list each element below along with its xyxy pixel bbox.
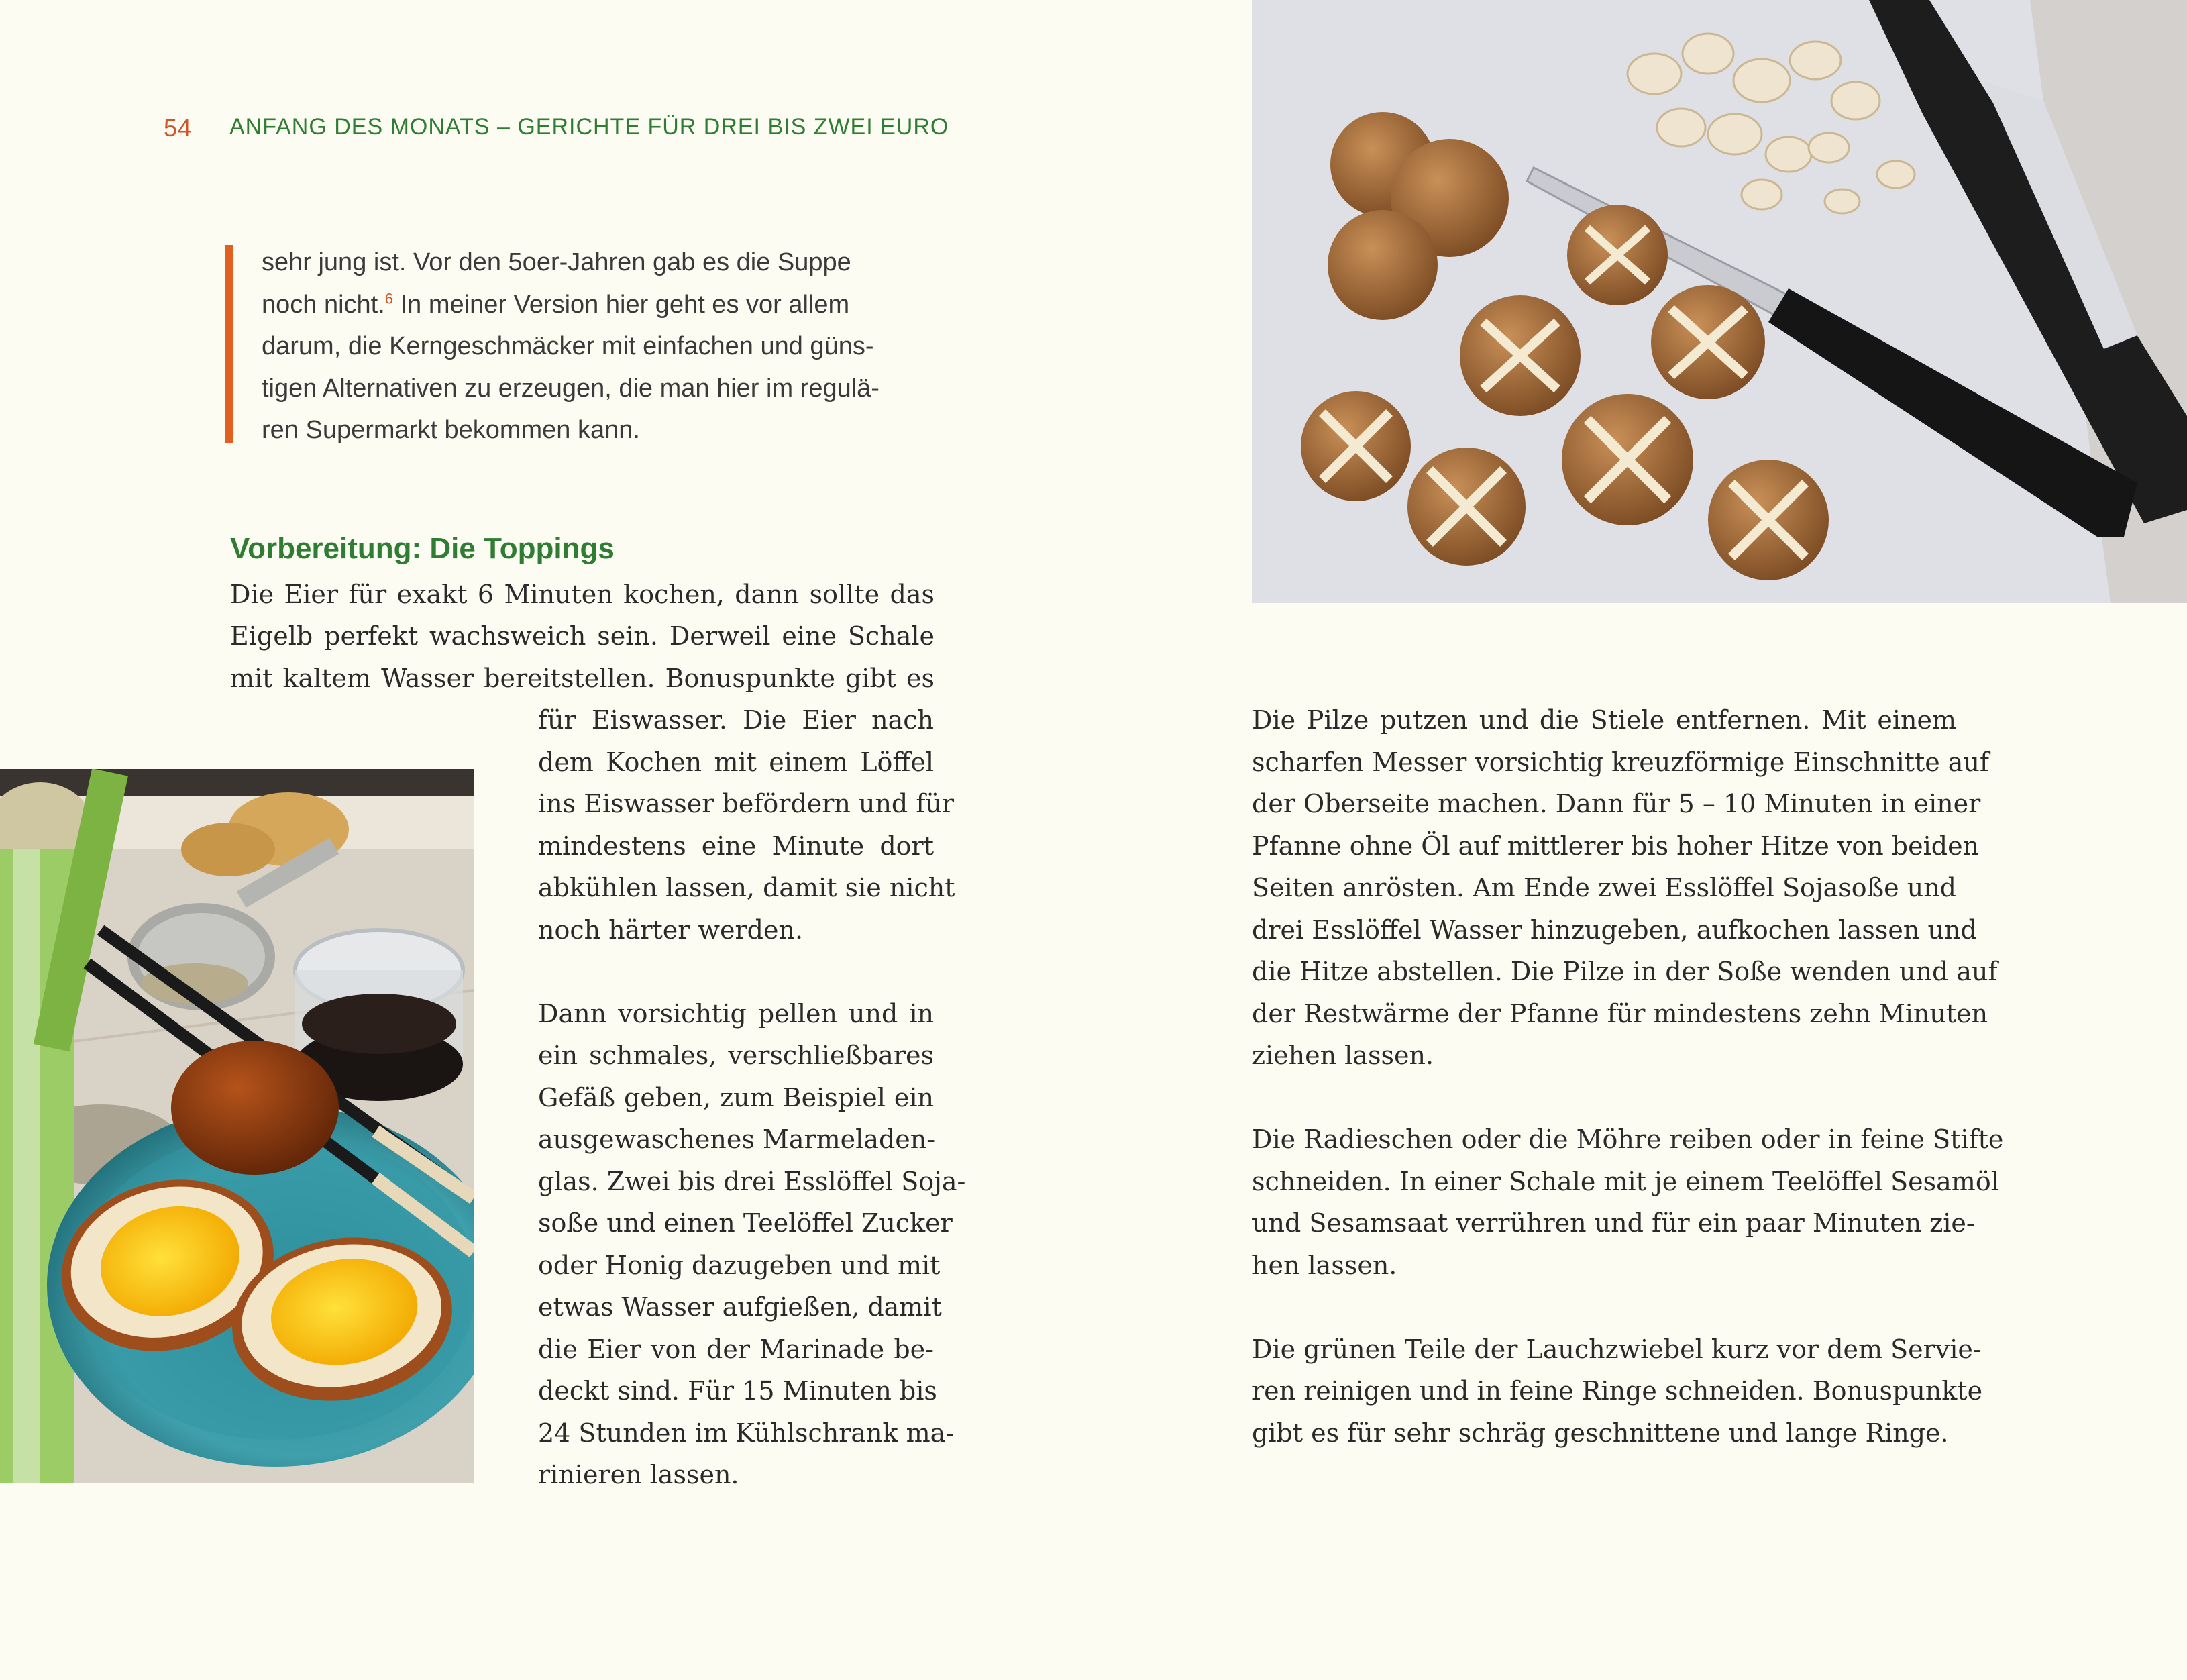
text-line: dem Kochen mit einem Löffel <box>538 747 934 777</box>
text-line: Dann vorsichtig pellen und in <box>538 999 934 1029</box>
text-line: ins Eiswasser befördern und für <box>538 789 955 819</box>
text-line: Die grünen Teile der Lauchzwiebel kurz vor dem Servie- <box>1252 1334 1982 1364</box>
text-line: mit kaltem Wasser bereitstellen. Bonuspunkte gibt es <box>230 664 935 693</box>
text-line: für Eiswasser. Die Eier nach <box>538 705 934 735</box>
text-line: drei Esslöffel Wasser hinzugeben, aufkochen lassen und <box>1252 915 1977 945</box>
page-number: 54 <box>164 114 193 142</box>
quote-line-part: noch nicht. <box>262 290 385 319</box>
quote-line <box>262 284 906 326</box>
text-line: oder Honig dazugeben und mit <box>538 1251 941 1280</box>
text-line: Die Eier für exakt 6 Minuten kochen, dann sollte das <box>230 580 935 609</box>
quote-line-part: In meiner Version hier geht es vor allem <box>393 290 850 319</box>
text-line: Die Pilze putzen und die Stiele entfernen. Mit einem <box>1252 705 1956 735</box>
text-line: und Sesamsaat verrühren und für ein paar Minuten zie- <box>1252 1208 1975 1238</box>
text-line: deckt sind. Für 15 Minuten bis <box>538 1376 937 1406</box>
text-line: schneiden. In einer Schale mit je einem Teelöffel Sesamöl <box>1252 1167 1999 1196</box>
text-line: Gefäß geben, zum Beispiel ein <box>538 1083 934 1112</box>
mushrooms-photo <box>1252 0 2187 603</box>
text-line: die Hitze abstellen. Die Pilze in der Soße wenden und auf <box>1252 957 1998 986</box>
quote-line: darum, die Kerngeschmäcker mit einfachen und güns- <box>262 332 874 360</box>
text-line: Eigelb perfekt wachsweich sein. Derweil eine Schale <box>230 621 935 651</box>
footnote-marker: 6 <box>384 289 394 307</box>
quote-line: tigen Alternativen zu erzeugen, die man hier im regulä- <box>262 374 879 403</box>
text-line: die Eier von der Marinade be- <box>538 1334 934 1364</box>
quote-line: ren Supermarkt bekommen kann. <box>262 416 640 444</box>
text-line: 24 Stunden im Kühlschrank ma- <box>538 1418 955 1448</box>
text-line: Die Radieschen oder die Möhre reiben oder in feine Stifte <box>1252 1124 2004 1154</box>
text-line: gibt es für sehr schräg geschnittene und lange Ringe. <box>1252 1418 1949 1448</box>
text-line: der Oberseite machen. Dann für 5 – 10 Minuten in einer <box>1252 789 1981 819</box>
quote-block <box>262 242 906 452</box>
section-heading: Vorbereitung: Die Toppings <box>230 532 615 565</box>
text-line: Pfanne ohne Öl auf mittlerer bis hoher Hitze von beiden <box>1252 831 1980 861</box>
quote-accent-bar <box>225 245 233 443</box>
text-line: soße und einen Teelöffel Zucker <box>538 1208 953 1238</box>
text-line: mindestens eine Minute dort <box>538 831 934 861</box>
text-line: hen lassen. <box>1252 1251 1397 1280</box>
text-line: scharfen Messer vorsichtig kreuzförmige Einschnitte auf <box>1252 747 1989 777</box>
text-line: der Restwärme der Pfanne für mindestens zehn Minuten <box>1252 999 1988 1029</box>
running-title: ANFANG DES MONATS – GERICHTE FÜR DREI BIS ZWEI EURO <box>229 114 949 140</box>
text-line: rinieren lassen. <box>538 1460 739 1489</box>
text-line: ausgewaschenes Marmeladen- <box>538 1124 936 1154</box>
quote-line: sehr jung ist. Vor den 5oer-Jahren gab es die Suppe <box>262 248 851 276</box>
text-line: Seiten anrösten. Am Ende zwei Esslöffel Sojasoße und <box>1252 873 1956 902</box>
marinated-eggs-photo <box>0 769 474 1483</box>
text-line: ein schmales, verschließbares <box>538 1041 934 1070</box>
text-line: glas. Zwei bis drei Esslöffel Soja- <box>538 1167 966 1196</box>
text-line: etwas Wasser aufgießen, damit <box>538 1292 942 1322</box>
text-line: abkühlen lassen, damit sie nicht <box>538 873 955 902</box>
text-line: ziehen lassen. <box>1252 1041 1434 1070</box>
text-line: noch härter werden. <box>538 915 804 945</box>
text-line: ren reinigen und in feine Ringe schneiden. Bonuspunkte <box>1252 1376 1983 1406</box>
